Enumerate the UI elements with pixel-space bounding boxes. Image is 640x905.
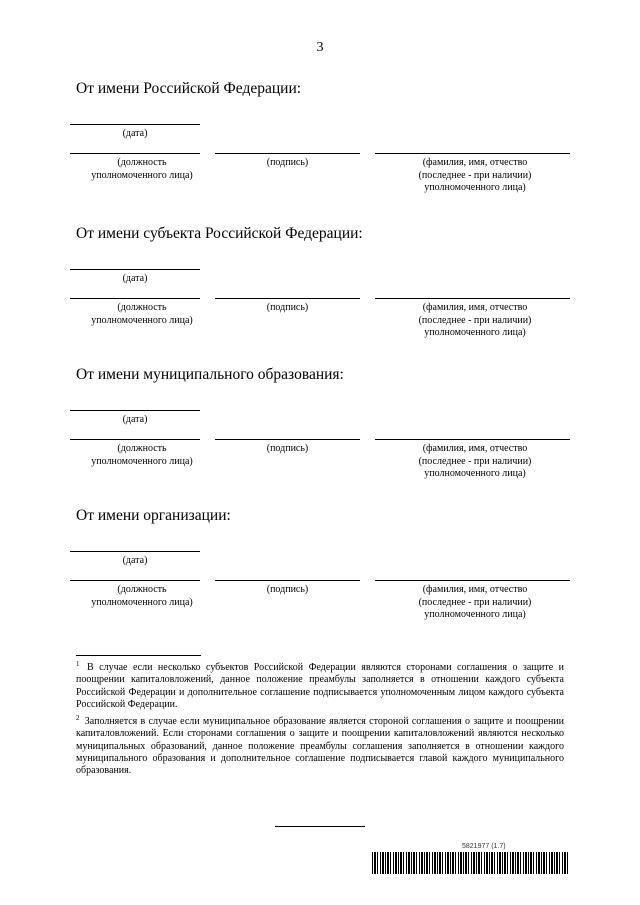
date-caption: (дата)	[122, 273, 148, 284]
signature-caption: (подпись)	[266, 157, 309, 168]
position-line	[70, 153, 200, 154]
full-name-line	[375, 580, 570, 581]
footnote-1	[76, 662, 564, 711]
section-heading: От имени субъекта Российской Федерации:	[76, 225, 363, 242]
date-caption: (дата)	[122, 555, 148, 566]
full-name-line	[375, 298, 570, 299]
signature-caption: (подпись)	[266, 302, 309, 313]
date-line	[70, 551, 200, 552]
position-line	[70, 580, 200, 581]
footnote-marker: 1	[76, 660, 80, 668]
full-name-line	[375, 153, 570, 154]
footnote-text: В случае если несколько субъектов Российской Федерации являются сторонами соглашения о защите и поощрении капиталовложений, данное положение преамбулы заполняется в отношении каждого субъекта Российской Федерации и дополнительное соглашение подписывается уполномоченным лицом каждого субъекта Российской Федерации.	[76, 662, 565, 710]
full-name-line	[375, 439, 570, 440]
signature-line	[215, 439, 360, 440]
document-code: 5821977 (1.7)	[462, 843, 506, 850]
footnote-2	[76, 716, 564, 777]
signature-caption: (подпись)	[266, 584, 309, 595]
signature-line	[215, 153, 360, 154]
position-caption: (должность уполномоченного лица)	[91, 157, 193, 181]
signature-line	[215, 580, 360, 581]
signature-block-subject	[0, 225, 640, 370]
signature-block-organization	[0, 507, 640, 652]
position-caption: (должность уполномоченного лица)	[91, 443, 193, 467]
section-heading: От имени муниципального образования:	[76, 366, 344, 383]
position-caption: (должность уполномоченного лица)	[91, 302, 193, 326]
position-line	[70, 298, 200, 299]
full-name-caption: (фамилия, имя, отчество (последнее - при наличии) уполномоченного лица)	[418, 302, 532, 339]
signature-caption: (подпись)	[266, 443, 309, 454]
position-line	[70, 439, 200, 440]
date-line	[70, 269, 200, 270]
end-separator-line	[275, 826, 365, 827]
position-caption: (должность уполномоченного лица)	[91, 584, 193, 608]
footnote-separator	[76, 655, 201, 656]
date-caption: (дата)	[122, 128, 148, 139]
date-caption: (дата)	[122, 414, 148, 425]
barcode	[372, 852, 568, 874]
signature-block-russian-federation	[0, 80, 640, 225]
full-name-caption: (фамилия, имя, отчество (последнее - при наличии) уполномоченного лица)	[418, 157, 532, 194]
page-number: 3	[316, 40, 324, 55]
full-name-caption: (фамилия, имя, отчество (последнее - при наличии) уполномоченного лица)	[418, 443, 532, 480]
date-line	[70, 124, 200, 125]
full-name-caption: (фамилия, имя, отчество (последнее - при наличии) уполномоченного лица)	[418, 584, 532, 621]
date-line	[70, 410, 200, 411]
signature-line	[215, 298, 360, 299]
footnote-text: Заполняется в случае если муниципальное образование является стороной соглашения о защите и поощрении капиталовложений. Если сторонами соглашения о защите и поощрении капиталовложений являются несколько муниципальных образований, данное положение преамбулы соглашения заполняется в отношении каждого муниципального образования и дополнительное соглашение подписывается главой каждого муниципального образования.	[76, 716, 565, 777]
section-heading: От имени организации:	[76, 507, 231, 524]
footnote-marker: 2	[76, 714, 80, 722]
signature-block-municipality	[0, 366, 640, 511]
section-heading: От имени Российской Федерации:	[76, 80, 302, 97]
